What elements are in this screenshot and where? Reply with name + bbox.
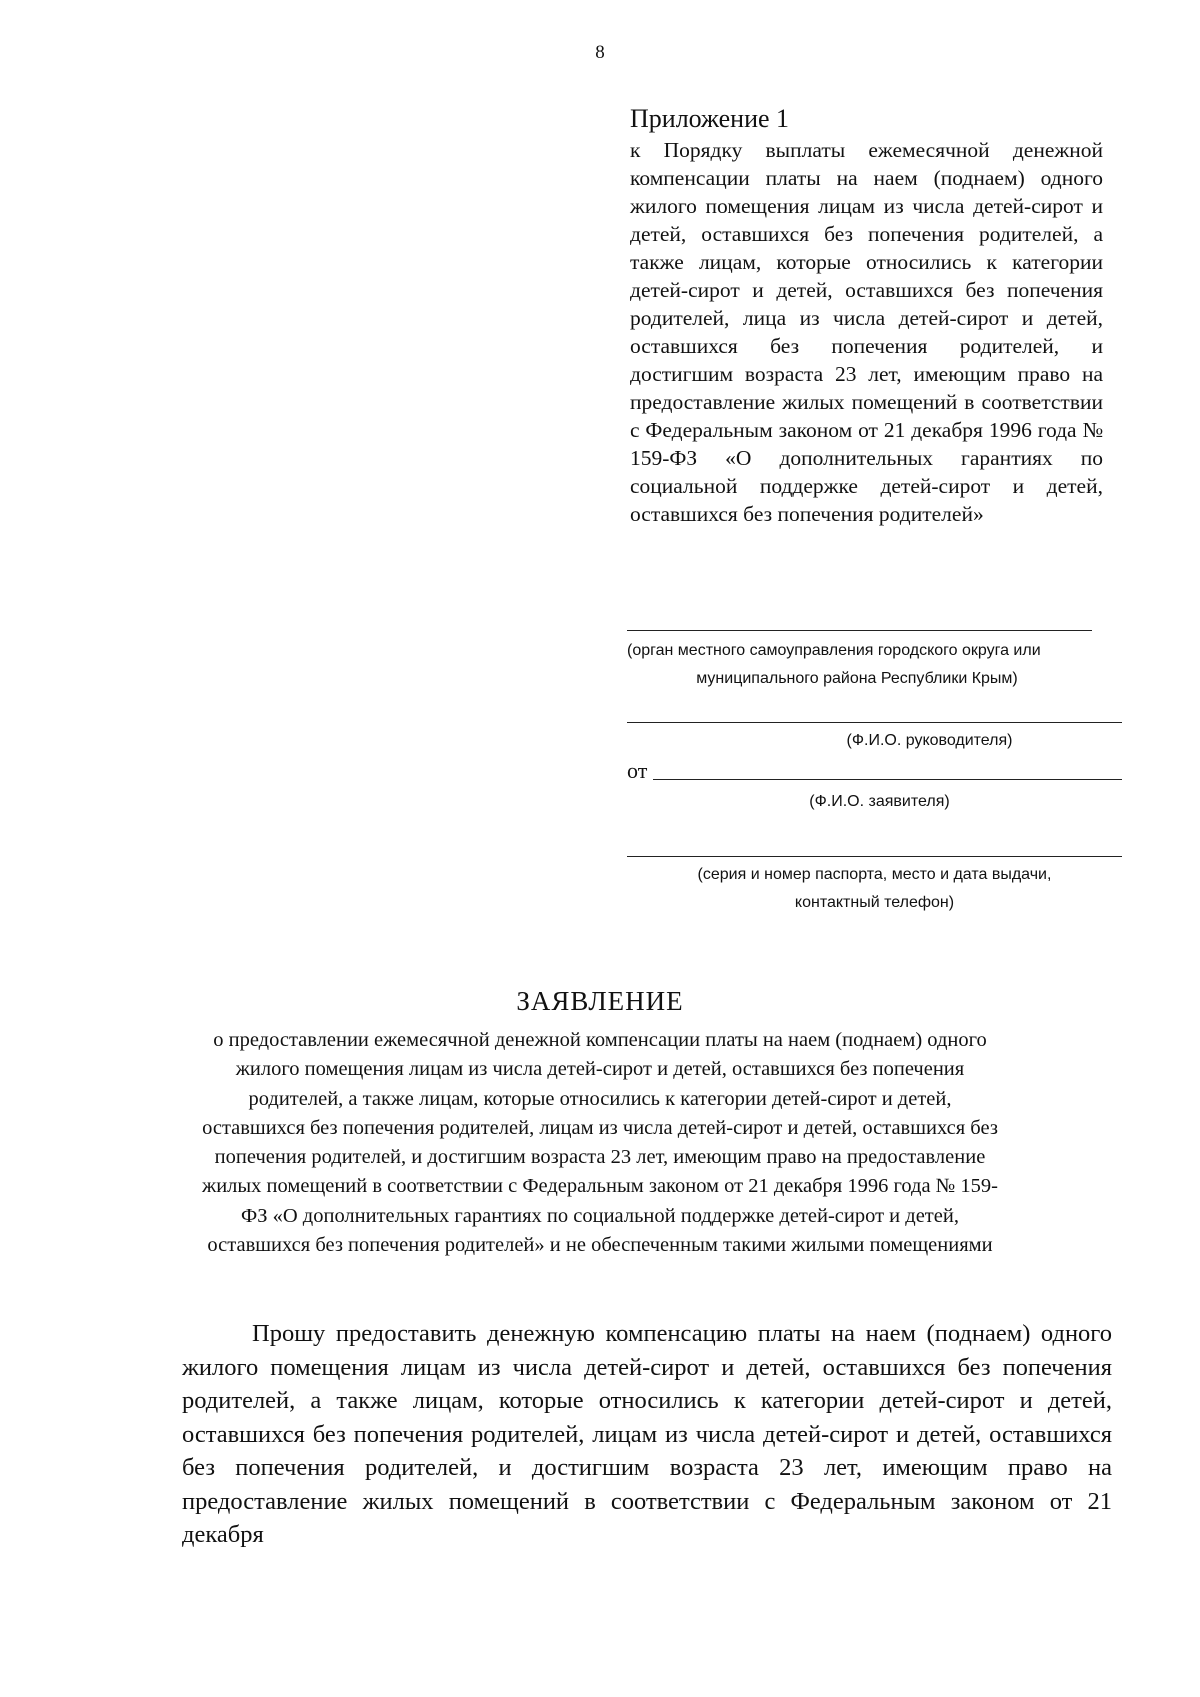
appendix-block (630, 102, 1103, 528)
appendix-title: Приложение 1 (630, 104, 790, 133)
passport-caption-2: контактный телефон) (794, 894, 955, 911)
statement-title: ЗАЯВЛЕНИЕ (516, 986, 684, 1016)
from-label: от (627, 758, 648, 783)
authority-fill-line[interactable] (627, 630, 1092, 631)
authority-caption-2: муниципального района Республики Крым) (696, 670, 1018, 687)
head-fill-line[interactable] (627, 722, 1122, 723)
page-number: 8 (595, 42, 605, 63)
head-block (627, 722, 1122, 755)
appendix-text: к Порядку выплаты ежемесячной денежной компенсации платы на наем (поднаем) одного жилого помещения лицам из числа детей-сирот и детей, оставшихся без попечения родителей, а также лицам, которые относились к категории детей-сирот и детей, оставшихся без попечения родителей, лица из числа детей-сирот и детей, оставшихся без попечения родителей, и достигшим возраста 23 лет, имеющим право на предоставление жилых помещений в соответствии с Федеральным законом от 21 декабря 1996 года № 159-ФЗ «О дополнительных гарантиях по социальной поддержке детей-сирот и детей, оставшихся без попечения родителей» (630, 138, 1103, 526)
applicant-caption-block (627, 788, 1122, 816)
statement-body: Прошу предоставить денежную компенсацию платы на наем (поднаем) одного жилого помещения лицам из числа детей-сирот и детей, оставшихся без попечения родителей, а также лицам, которые относились к категории детей-сирот и детей, оставшихся без попечения родителей, лицам из числа детей-сирот и детей, оставшихся без попечения родителей, и достигшим возраста 23 лет, имеющим право на предоставление жилых помещений в соответствии с Федеральным законом от 21 декабря (182, 1320, 1112, 1548)
passport-block (627, 856, 1122, 917)
applicant-fill-line[interactable] (653, 779, 1122, 780)
passport-fill-line[interactable] (627, 856, 1122, 857)
applicant-row (627, 758, 1122, 784)
applicant-caption: (Ф.И.О. заявителя) (809, 793, 950, 810)
authority-block (627, 630, 1122, 693)
authority-caption-1: (орган местного самоуправления городского округа или (627, 642, 1041, 659)
head-caption: (Ф.И.О. руководителя) (846, 732, 1013, 749)
statement-subtitle: о предоставлении ежемесячной денежной компенсации платы на наем (поднаем) одного жилого помещения лицам из числа детей-сирот и детей, оставшихся без попечения родителей, а также лицам, которые относились к категории детей-сирот и детей, оставшихся без попечения родителей, лицам из числа детей-сирот и детей, оставшихся без попечения родителей, и достигшим возраста 23 лет, имеющим право на предоставление жилых помещений в соответствии с Федеральным законом от 21 декабря 1996 года № 159-ФЗ «О дополнительных гарантиях по социальной поддержке детей-сирот и детей, оставшихся без попечения родителей» и не обеспеченным такими жилыми помещениями (202, 1029, 998, 1257)
passport-caption-1: (серия и номер паспорта, место и дата выдачи, (697, 866, 1052, 883)
